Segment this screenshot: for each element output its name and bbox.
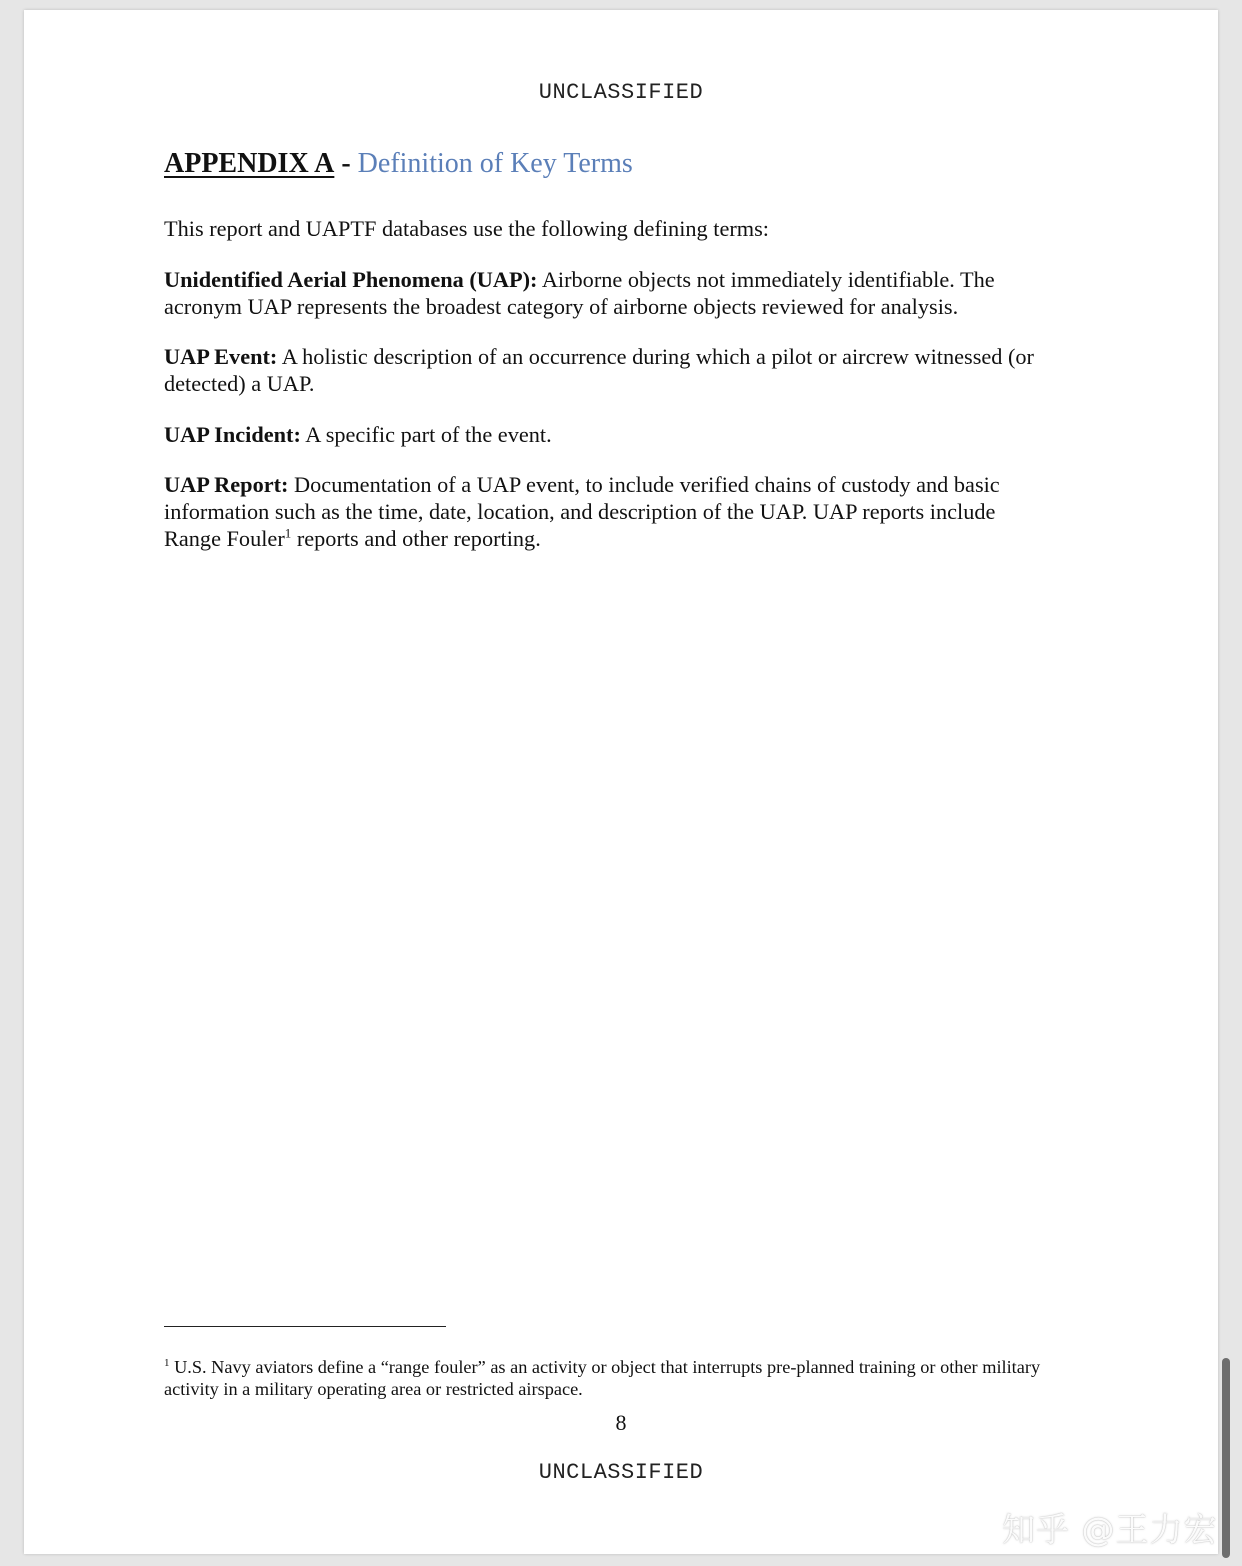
intro-paragraph: This report and UAPTF databases use the following defining terms:	[164, 216, 769, 241]
appendix-label: APPENDIX A	[164, 148, 335, 179]
definition-uap-incident	[164, 421, 1054, 448]
document-page	[24, 10, 1218, 1554]
footnote	[164, 1356, 1054, 1400]
definition-text: A holistic description of an occurrence during which a pilot or aircrew witnessed (or detected) a UAP.	[164, 344, 1034, 396]
appendix-separator: -	[341, 148, 351, 179]
footnote-divider	[164, 1326, 446, 1327]
definition-text: Airborne objects not immediately identifiable. The acronym UAP represents the broadest category of airborne objects reviewed for analysis.	[164, 267, 995, 319]
definition-term: UAP Event:	[164, 344, 278, 369]
definition-term: UAP Report:	[164, 472, 289, 497]
footnote-reference[interactable]: 1	[284, 525, 292, 541]
classification-footer: UNCLASSIFIED	[538, 1460, 704, 1485]
definition-uap-report	[164, 471, 1054, 552]
definition-text: A specific part of the event.	[305, 422, 552, 447]
classification-header: UNCLASSIFIED	[538, 80, 704, 105]
definition-text: Documentation of a UAP event, to include verified chains of custody and basic information such as the time, date, location, and description of the UAP. UAP reports include Range Fouler	[164, 472, 1000, 551]
definition-term: Unidentified Aerial Phenomena (UAP):	[164, 267, 538, 292]
watermark-text: 知乎 @王力宏	[1002, 1510, 1218, 1549]
footnote-text: U.S. Navy aviators define a “range fouler” as an activity or object that interrupts pre-planned training or other military activity in a military operating area or restricted airspace.	[164, 1357, 1041, 1400]
appendix-heading	[164, 148, 1054, 180]
definition-term: UAP Incident:	[164, 422, 301, 447]
footnote-number: 1	[164, 1357, 170, 1370]
definition-uap-event	[164, 343, 1054, 397]
definition-uap	[164, 266, 1054, 320]
vertical-scrollbar-thumb[interactable]	[1222, 1358, 1230, 1558]
appendix-title: Definition of Key Terms	[357, 148, 633, 179]
page-number: 8	[615, 1410, 627, 1435]
definition-text-continued: reports and other reporting.	[291, 526, 541, 551]
